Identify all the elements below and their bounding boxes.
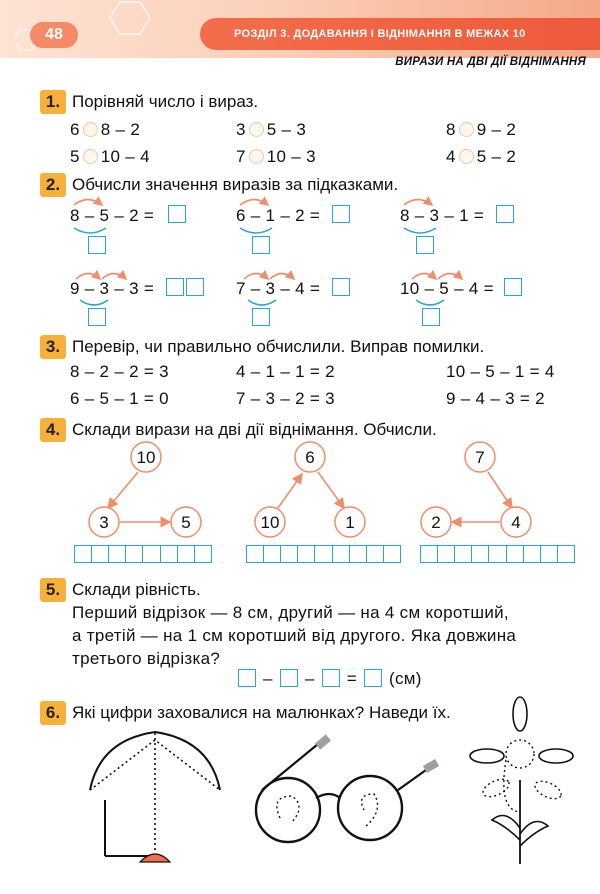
task-number: 3. xyxy=(40,335,66,359)
node-value: 1 xyxy=(345,513,355,532)
node-value: 3 xyxy=(99,513,109,532)
task-title: Обчисли значення виразів за підказками. xyxy=(72,175,399,194)
answer-strip[interactable] xyxy=(420,545,574,563)
compare-item: 7 10 – 3 xyxy=(236,147,316,166)
node-value: 6 xyxy=(305,448,315,467)
node-value: 10 xyxy=(260,513,280,532)
equation-box[interactable] xyxy=(280,669,298,687)
expression: 8 – 5 – 2 = xyxy=(70,206,155,225)
compare-item: 3 5 – 3 xyxy=(236,120,307,139)
task-title: Перевір, чи правильно обчислили. Виправ помилки. xyxy=(72,337,485,356)
page-number: 48 xyxy=(30,22,78,48)
equation-box[interactable] xyxy=(364,669,382,687)
check-expression: 8 – 2 – 2 = 3 xyxy=(70,362,169,381)
node-value: 4 xyxy=(511,513,521,532)
task-number: 6. xyxy=(40,701,66,725)
problem-text: а третій — на 1 см коротший від другого. Яка довжина xyxy=(72,626,517,645)
expression: 8 – 3 – 1 = xyxy=(400,206,485,225)
diagram-3 xyxy=(421,442,531,537)
task-number: 2. xyxy=(40,173,66,197)
task-title: Склади вирази на дві дії віднімання. Обчисли. xyxy=(72,420,437,439)
expression: 6 – 1 – 2 = xyxy=(236,206,321,225)
equation-template: – – = (см) xyxy=(236,669,422,689)
task-number: 1. xyxy=(40,90,66,114)
check-expression: 10 – 5 – 1 = 4 xyxy=(446,362,555,381)
task-number: 5. xyxy=(40,578,66,602)
task-title: Порівняй число і вираз. xyxy=(72,92,259,111)
answer-strip[interactable] xyxy=(74,545,211,563)
check-expression: 7 – 3 – 2 = 3 xyxy=(236,389,335,408)
topic-title: ВИРАЗИ НА ДВІ ДІЇ ВІДНІМАННЯ xyxy=(395,56,586,68)
node-value: 5 xyxy=(181,513,191,532)
expression: 9 – 3 – 3 = xyxy=(70,279,155,298)
task-title: Які цифри заховалися на малюнках? Наведи їх. xyxy=(72,703,451,722)
diagram-2 xyxy=(255,442,365,537)
node-value: 2 xyxy=(431,513,441,532)
expression: 10 – 5 – 4 = xyxy=(400,279,494,298)
compare-item: 6 8 – 2 xyxy=(70,120,141,139)
compare-item: 5 10 – 4 xyxy=(70,147,150,166)
expression: 7 – 3 – 4 = xyxy=(236,279,321,298)
diagram-1 xyxy=(89,442,201,537)
task-number: 4. xyxy=(40,418,66,442)
section-title: РОЗДІЛ 3. ДОДАВАННЯ І ВІДНІМАННЯ В МЕЖАХ 10 xyxy=(200,18,600,50)
compare-item: 8 9 – 2 xyxy=(446,120,517,139)
check-expression: 6 – 5 – 1 = 0 xyxy=(70,389,169,408)
problem-text: Перший відрізок — 8 см, другий — на 4 см коротший, xyxy=(72,603,509,622)
task-title: Склади рівність. xyxy=(72,580,201,599)
node-value: 7 xyxy=(475,448,485,467)
node-value: 10 xyxy=(136,448,156,467)
check-expression: 9 – 4 – 3 = 2 xyxy=(446,389,545,408)
equation-box[interactable] xyxy=(322,669,340,687)
check-expression: 4 – 1 – 1 = 2 xyxy=(236,362,335,381)
answer-strip[interactable] xyxy=(246,545,400,563)
problem-text: третього відрізка? xyxy=(72,649,221,668)
equation-box[interactable] xyxy=(238,669,256,687)
compare-item: 4 5 – 2 xyxy=(446,147,517,166)
